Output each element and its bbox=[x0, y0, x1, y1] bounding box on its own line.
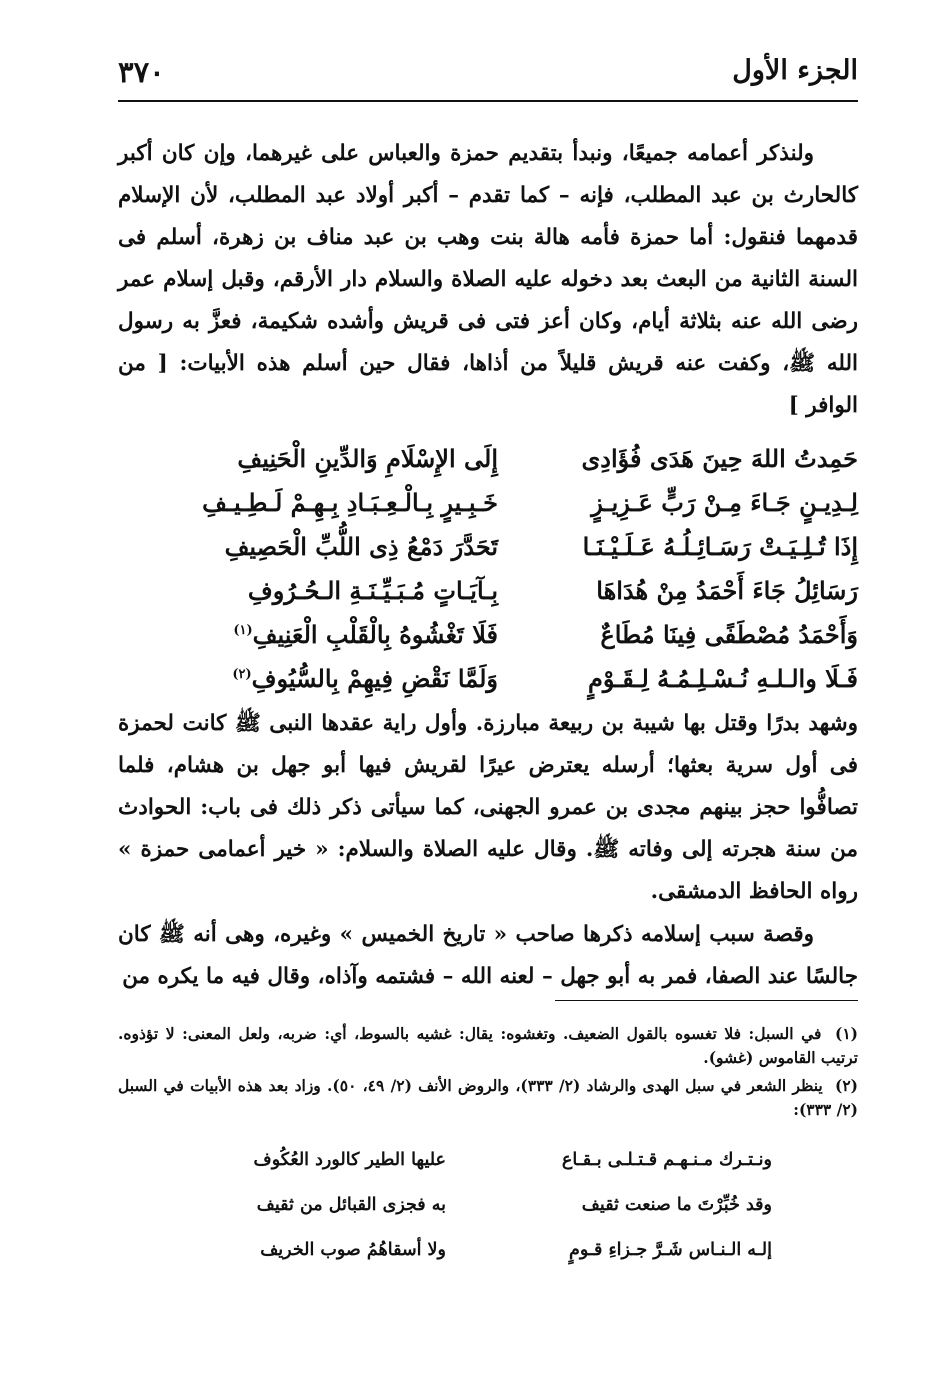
footnote-2-number: (٢) bbox=[834, 1076, 858, 1095]
paragraph-3 bbox=[118, 914, 858, 998]
footnote-poem bbox=[118, 1150, 858, 1285]
verse-5 bbox=[118, 620, 858, 664]
verse-1-first-hemistich: حَمِدتُ اللهَ حِينَ هَدَى فُؤَادِى bbox=[581, 444, 858, 473]
footnote-1-text: في السبل: فلا تغسوه بالقول الضعيف. وتغشوه: يقال: غشيه بالسوط، أي: ضربه، ولعل المعنى: لا تؤذوه. ترتيب القاموس (غشو). bbox=[118, 1024, 858, 1067]
paragraph-1 bbox=[118, 133, 858, 427]
verse-6 bbox=[118, 664, 858, 708]
footnotes bbox=[118, 1022, 858, 1126]
footnote-separator bbox=[555, 1000, 858, 1001]
footnote-verse-1-first: ونـتـرك مـنـهـم قـتـلـى بـقـاع bbox=[561, 1150, 772, 1170]
paragraph-1-text: ولنذكر أعمامه جميعًا، ونبدأ بتقديم حمزة والعباس على غيرهما، وإن كان أكبر كالحارث بن عبد المطلب، فإنه – كما تقدم – أكبر أولاد عبد المطلب، لأن الإسلام قدمهما فنقول: أما حمزة فأمه هالة بنت وهب بن عبد مناف بن زهرة، أسلم فى السنة الثانية من البعث بعد دخوله عليه الصلاة والسلام دار الأرقم، وقبل إسلام عمر رضى الله عنه بثلاثة أيام، وكان أعز فتى فى قريش وأشده شكيمة، فعزَّ به رسول الله ﷺ، وكفت عنه قريش قليلاً من أذاها، فقال حين أسلم هذه الأبيات: [ من الوافر ] bbox=[118, 141, 858, 418]
footnote-verse-2-first: وقد خُبِّرْتَ ما صنعت ثقيف bbox=[581, 1195, 772, 1215]
verse-5-second-hemistich: فَلَا تَغْشُوهُ بِالْقَلْبِ الْعَنِيفِ$^{(١)}$ bbox=[233, 620, 498, 649]
footnote-verse-3 bbox=[118, 1240, 858, 1285]
footnote-verse-2 bbox=[118, 1195, 858, 1240]
running-header bbox=[118, 55, 858, 99]
verse-3-first-hemistich: إِذَا تُـلِـيَـتْ رَسَـائِـلُـهُ عَـلَـيْـنَـا bbox=[582, 532, 858, 561]
footnote-1 bbox=[118, 1022, 858, 1070]
verse-1 bbox=[118, 444, 858, 488]
verse-2 bbox=[118, 488, 858, 532]
footnote-2 bbox=[118, 1074, 858, 1122]
footnote-ref-2[interactable]: (٢) bbox=[232, 667, 252, 682]
verse-1-second-hemistich: إِلَى الإِسْلَامِ وَالدِّينِ الْحَنِيفِ bbox=[237, 444, 498, 473]
paragraph-2 bbox=[118, 703, 858, 913]
header-rule bbox=[118, 100, 858, 102]
verse-5-first-hemistich: وَأَحْمَدُ مُصْطَفًى فِينَا مُطَاعٌ bbox=[600, 620, 858, 649]
footnote-verse-3-second: ولا أسقاهُمُ صوب الخريف bbox=[260, 1240, 446, 1260]
footnote-verse-1 bbox=[118, 1150, 858, 1195]
verse-3 bbox=[118, 532, 858, 576]
verse-6-first-hemistich: فَـلَا والـلـهِ نُـسْـلِـمُـهُ لِـقَـوْمٍ bbox=[587, 664, 858, 693]
footnote-1-number: (١) bbox=[834, 1024, 858, 1043]
page-number: ٣٧٠ bbox=[118, 55, 165, 89]
footnote-verse-2-second: به فجزى القبائل من ثقيف bbox=[256, 1195, 446, 1215]
running-title: الجزء الأول bbox=[732, 55, 858, 86]
paragraph-3-text: وقصة سبب إسلامه ذكرها صاحب « تاريخ الخميس » وغيره، وهى أنه ﷺ كان جالسًا عند الصفا، فمر به أبو جهل – لعنه الله – فشتمه وآذاه، وقال فيه ما يكره من bbox=[118, 922, 858, 989]
verse-2-first-hemistich: لِـدِيـنٍ جَـاءَ مِـنْ رَبٍّ عَـزِيـزٍ bbox=[591, 488, 858, 517]
poem bbox=[118, 444, 858, 708]
paragraph-2-text: وشهد بدرًا وقتل بها شيبة بن ربيعة مبارزة. وأول راية عقدها النبى ﷺ كانت لحمزة فى أول سرية بعثها؛ أرسله يعترض عيرًا لقريش فيها أبو جهل بن هشام، فلما تصافُّوا حجز بينهم مجدى بن عمرو الجهنى، كما سيأتى ذكر ذلك فى باب: الحوادث من سنة هجرته إلى وفاته ﷺ. وقال عليه الصلاة والسلام: « خير أعمامى حمزة » رواه الحافظ الدمشقى. bbox=[118, 711, 858, 904]
footnote-ref-1[interactable]: (١) bbox=[233, 623, 253, 638]
verse-4-first-hemistich: رَسَائِلُ جَاءَ أَحْمَدُ مِنْ هُدَاهَا bbox=[596, 576, 858, 605]
footnote-verse-3-first: إلـه الـنـاس شَـرَّ جـزاءِ قـومٍ bbox=[568, 1240, 772, 1260]
verse-6-second-hemistich: وَلَمَّا نَقْضِ فِيهِمْ بِالسُّيُوفِ$^{(٢)}$ bbox=[232, 664, 498, 693]
verse-3-second-hemistich: تَحَدَّرَ دَمْعُ ذِى اللُّبِّ الْحَصِيفِ bbox=[224, 532, 498, 561]
footnote-2-text: ينظر الشعر في سبل الهدى والرشاد (٢/ ٣٣٣)، والروض الأنف (٢/ ٤٩، ٥٠). وزاد بعد هذه الأبيات في السبل (٢/ ٣٣٣): bbox=[118, 1076, 858, 1119]
footnote-verse-1-second: عليها الطير كالورد العُكُوف bbox=[253, 1150, 446, 1170]
verse-2-second-hemistich: خَـبِـيرٍ بِـالْـعِـبَـادِ بِـهِـمْ لَـطِـيـفِ bbox=[202, 488, 498, 517]
verse-4 bbox=[118, 576, 858, 620]
verse-4-second-hemistich: بِـآيَـاتٍ مُـبَـيِّـنَـةِ الـحُـرُوفِ bbox=[247, 576, 498, 605]
